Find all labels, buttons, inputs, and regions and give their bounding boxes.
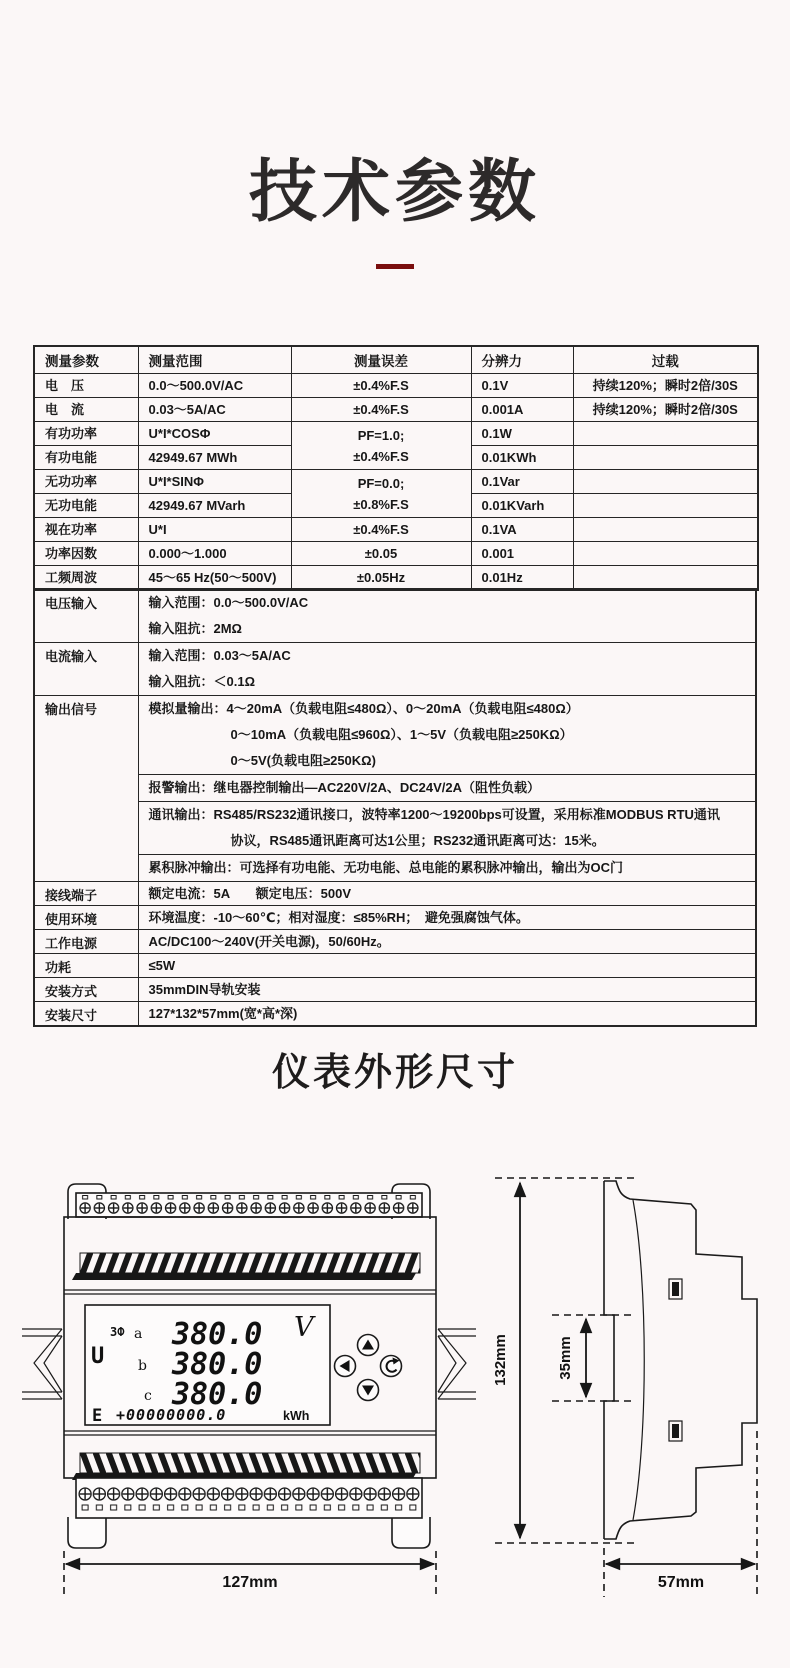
table-row [34, 954, 756, 978]
cell-content [138, 906, 756, 930]
spec-line: ≤5W [148, 958, 176, 973]
dim-label-width: 127mm [222, 1574, 278, 1591]
cell-label: 功耗 [34, 954, 138, 978]
dim-label-rail: 35mm [557, 1336, 574, 1380]
cell-range: 42949.67 MVarh [138, 494, 291, 518]
cell-overload [573, 542, 758, 566]
table-row [34, 882, 756, 906]
cell-error: ±0.4%F.S [291, 374, 471, 398]
cell-param: 无功电能 [34, 494, 138, 518]
table-row [34, 470, 758, 494]
cell-content [138, 696, 756, 882]
spec-line: 输入范围：0.03～5A/AC [148, 648, 291, 663]
cell-error-merged [291, 470, 471, 518]
output-group-analog [139, 696, 756, 774]
dimension-depth [604, 1431, 757, 1597]
spec-line: 输入范围：0.0～500.0V/AC [148, 595, 309, 610]
left-button-icon [335, 1356, 356, 1377]
dim-label-height: 132mm [492, 1334, 509, 1386]
side-profile [604, 1181, 757, 1539]
lcd-voltage-symbol: U [91, 1344, 105, 1369]
cell-error: ±0.05Hz [291, 566, 471, 591]
cell-overload [573, 470, 758, 494]
table-row [34, 589, 756, 643]
cell-resolution: 0.01KVarh [471, 494, 573, 518]
cell-param: 工频周波 [34, 566, 138, 591]
lcd-row-label-b: b [138, 1358, 147, 1374]
io-spec-table [33, 588, 757, 1027]
cell-label: 接线端子 [34, 882, 138, 906]
lcd-unit-kwh: kWh [283, 1409, 310, 1423]
cell-label: 工作电源 [34, 930, 138, 954]
table-row [34, 518, 758, 542]
cell-range: 0.0～500.0V/AC [138, 374, 291, 398]
din-rail-right [438, 1329, 476, 1399]
spec-line: 35mmDIN导轨安装 [148, 982, 261, 997]
up-button-icon [358, 1335, 379, 1356]
error-line: ±0.4%F.S [353, 448, 409, 464]
cell-resolution: 0.001A [471, 398, 573, 422]
side-view [492, 1178, 757, 1597]
cell-range: U*I [138, 518, 291, 542]
cell-error: ±0.4%F.S [291, 398, 471, 422]
cell-param: 有功电能 [34, 446, 138, 470]
cell-overload [573, 566, 758, 591]
rail-clip-bottom [669, 1421, 682, 1441]
table-row [34, 906, 756, 930]
cell-label: 安装尺寸 [34, 1002, 138, 1027]
spec-line: 输入阻抗：＜0.1Ω [148, 674, 255, 689]
cell-range: U*I*COSΦ [138, 422, 291, 446]
output-group-pulse [139, 854, 756, 881]
cell-param: 视在功率 [34, 518, 138, 542]
cell-error-merged [291, 422, 471, 470]
spec-line: 0～5V(负载电阻≥250KΩ) [230, 753, 376, 768]
cell-content [138, 643, 756, 696]
dim-label-depth: 57mm [657, 1574, 705, 1591]
page-title: 技术参数 [248, 153, 541, 230]
cell-overload: 持续120%；瞬时2倍/30S [573, 398, 758, 422]
mount-ear-bottom-right [392, 1517, 430, 1548]
cell-range: 0.03～5A/AC [138, 398, 291, 422]
dimension-height [492, 1183, 520, 1538]
col-header: 过载 [573, 346, 758, 374]
lcd-energy-symbol: E [92, 1406, 103, 1426]
cell-param: 电 流 [34, 398, 138, 422]
col-header: 测量参数 [34, 346, 138, 374]
cell-overload [573, 422, 758, 446]
cell-overload [573, 446, 758, 470]
cell-param: 无功功率 [34, 470, 138, 494]
title-divider [376, 264, 414, 269]
table-row [34, 1002, 756, 1027]
lcd-energy-value: +00000000.0 [116, 1406, 227, 1424]
vent-band-bottom [72, 1453, 420, 1480]
cell-overload: 持续120%；瞬时2倍/30S [573, 374, 758, 398]
spec-line: 协议，RS485通讯距离可达1公里；RS232通讯距离可达：15米。 [230, 833, 605, 848]
cell-param: 功率因数 [34, 542, 138, 566]
cell-range: 0.000～1.000 [138, 542, 291, 566]
spec-line: 累积脉冲输出：可选择有功电能、无功电能、总电能的累积脉冲输出，输出为OC门 [148, 860, 624, 875]
table-row [34, 542, 758, 566]
cell-content [138, 978, 756, 1002]
error-line: PF=1.0; [357, 427, 405, 443]
spec-line: 127*132*57mm(宽*高*深) [148, 1006, 298, 1021]
cell-error: ±0.05 [291, 542, 471, 566]
lcd-row-label-c: c [144, 1388, 152, 1404]
cell-label: 安装方式 [34, 978, 138, 1002]
cell-range: U*I*SINΦ [138, 470, 291, 494]
cell-content [138, 930, 756, 954]
table-row [34, 422, 758, 446]
dimensions-section-title: 仪表外形尺寸 [271, 1051, 518, 1094]
cell-resolution: 0.1VA [471, 518, 573, 542]
col-header: 测量范围 [138, 346, 291, 374]
down-button-icon [358, 1380, 379, 1401]
col-header: 测量误差 [291, 346, 471, 374]
mount-ear-bottom-left [68, 1517, 106, 1548]
cell-content [138, 954, 756, 978]
terminal-strip-top [76, 1193, 422, 1217]
nav-buttons [335, 1335, 402, 1401]
lcd-row-label-a: a [134, 1326, 143, 1342]
spec-line: 输入阻抗：2MΩ [148, 621, 242, 636]
dimension-drawing [0, 1093, 790, 1623]
cell-range: 45～65 Hz(50～500V) [138, 566, 291, 591]
cell-content [138, 589, 756, 643]
cell-overload [573, 518, 758, 542]
front-view [22, 1184, 476, 1597]
cell-content [138, 1002, 756, 1027]
lcd-display [85, 1305, 330, 1426]
cell-resolution: 0.001 [471, 542, 573, 566]
vent-band-top [72, 1253, 420, 1280]
dimension-rail [552, 1315, 632, 1401]
cell-content [138, 882, 756, 906]
cycle-button-icon [381, 1356, 402, 1377]
table-row [34, 566, 758, 591]
table-row [34, 930, 756, 954]
cell-label: 输出信号 [34, 696, 138, 882]
din-rail-left [22, 1329, 62, 1399]
output-group-comm [139, 801, 756, 854]
cell-resolution: 0.01KWh [471, 446, 573, 470]
lcd-value-b: 380.0 [172, 1347, 263, 1382]
spec-line: 通讯输出：RS485/RS232通讯接口，波特率1200～19200bps可设置，采用标准MODBUS RTU通讯 [148, 807, 720, 822]
spec-line: 报警输出：继电器控制输出—AC220V/2A、DC24V/2A（阻性负载） [148, 780, 541, 795]
cell-error: ±0.4%F.S [291, 518, 471, 542]
lcd-value-a: 380.0 [172, 1317, 263, 1352]
cell-label: 电压输入 [34, 589, 138, 643]
lcd-phase-indicator: 3Ф [110, 1325, 125, 1339]
table-row [34, 696, 756, 882]
cell-range: 42949.67 MWh [138, 446, 291, 470]
dimension-width [64, 1551, 436, 1597]
lcd-value-c: 380.0 [172, 1377, 263, 1412]
table-row [34, 398, 758, 422]
spec-line: 模拟量输出：4～20mA（负载电阻≤480Ω）、0～20mA（负载电阻≤480Ω） [148, 701, 579, 716]
table-row [34, 643, 756, 696]
spec-line: AC/DC100～240V(开关电源)，50/60Hz。 [148, 934, 390, 949]
cell-resolution: 0.1W [471, 422, 573, 446]
spec-line: 0～10mA（负载电阻≤960Ω）、1～5V（负载电阻≥250KΩ） [230, 727, 573, 742]
output-group-alarm [139, 774, 756, 801]
cell-param: 电 压 [34, 374, 138, 398]
table-row [34, 978, 756, 1002]
spec-line: 额定电流：5A 额定电压：500V [148, 886, 351, 901]
spec-line: 环境温度：-10～60℃；相对湿度：≤85%RH； 避免强腐蚀气体。 [148, 910, 529, 925]
cell-resolution: 0.1Var [471, 470, 573, 494]
col-header: 分辨力 [471, 346, 573, 374]
cell-label: 电流输入 [34, 643, 138, 696]
table-header-row [34, 346, 758, 374]
cell-param: 有功功率 [34, 422, 138, 446]
cell-resolution: 0.01Hz [471, 566, 573, 591]
cell-overload [573, 494, 758, 518]
terminal-strip-bottom [76, 1478, 422, 1518]
cell-resolution: 0.1V [471, 374, 573, 398]
table-row [34, 374, 758, 398]
lcd-unit-volts: V [294, 1312, 314, 1343]
measurement-spec-table [33, 345, 759, 591]
rail-clip-top [669, 1279, 682, 1299]
error-line: PF=0.0; [357, 475, 405, 491]
error-line: ±0.8%F.S [353, 496, 409, 512]
cell-label: 使用环境 [34, 906, 138, 930]
